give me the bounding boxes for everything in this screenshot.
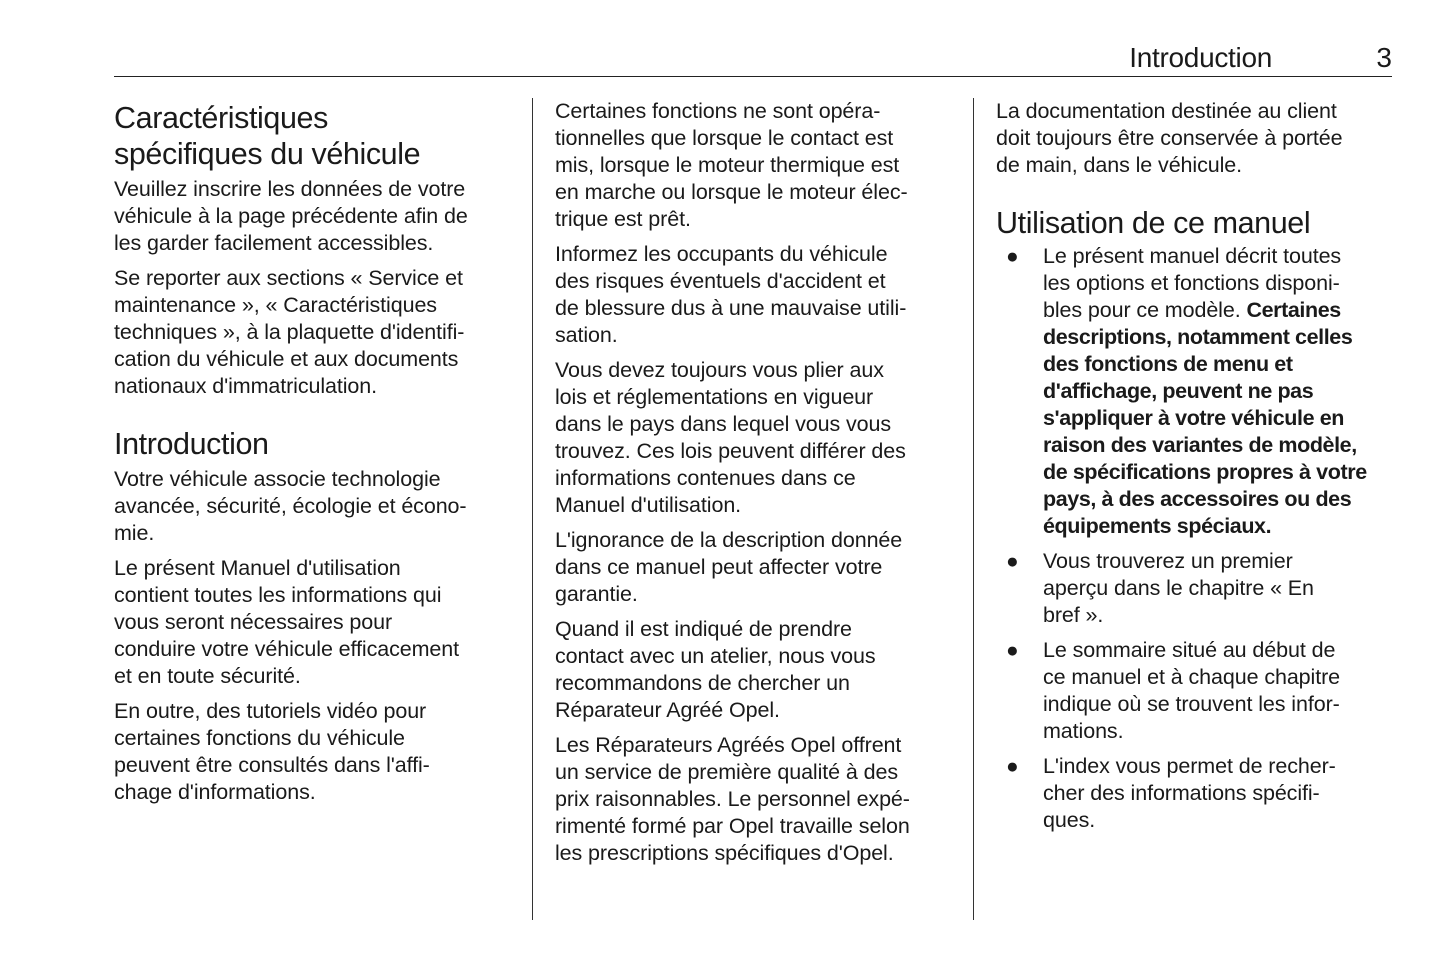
text-line: peuvent être consultés dans l'affi- (114, 753, 430, 777)
paragraph (555, 616, 957, 724)
text-line: Le sommaire situé au début de (1043, 638, 1336, 662)
paragraph (555, 527, 957, 608)
text-line: mis, lorsque le moteur thermique est (555, 153, 900, 177)
text-line: nationaux d'immatriculation. (114, 374, 378, 398)
paragraph (555, 98, 957, 233)
paragraph (996, 98, 1394, 179)
column-middle (555, 98, 957, 867)
text-line: garantie. (555, 582, 638, 606)
list-item (996, 637, 1394, 745)
column-divider (532, 98, 533, 920)
text-line: ce manuel et à chaque chapitre (1043, 665, 1341, 689)
text-line: Quand il est indiqué de prendre (555, 617, 852, 641)
text-line: véhicule à la page précédente afin de (114, 204, 468, 228)
text-line: équipements spéciaux. (1043, 514, 1272, 538)
paragraph (555, 241, 957, 349)
text-line: tionnelles que lorsque le contact est (555, 126, 894, 150)
text-line: cher des informations spécifi- (1043, 781, 1320, 805)
text-line: conduire votre véhicule efficacement (114, 637, 459, 661)
text-line: et en toute sécurité. (114, 664, 301, 688)
text-line: Vous trouverez un premier (1043, 549, 1293, 573)
text-line: bles pour ce modèle. (1043, 298, 1247, 322)
text-line: trique est prêt. (555, 207, 691, 231)
list-item (996, 753, 1394, 834)
text-line: les prescriptions spécifiques d'Opel. (555, 841, 894, 865)
text-line: avancée, sécurité, écologie et écono- (114, 494, 467, 518)
text-line: L'index vous permet de recher- (1043, 754, 1336, 778)
bullet-icon: ● (1006, 550, 1019, 573)
text-line: d'affichage, peuvent ne pas (1043, 379, 1314, 403)
paragraph (114, 555, 516, 690)
text-line: les garder facilement accessibles. (114, 231, 434, 255)
text-line: En outre, des tutoriels vidéo pour (114, 699, 427, 723)
text-line: Veuillez inscrire les données de votre (114, 177, 466, 201)
text-line: ques. (1043, 808, 1096, 832)
text-line: La documentation destinée au client (996, 99, 1337, 123)
text-line: des risques éventuels d'accident et (555, 269, 886, 293)
bullet-list (996, 243, 1394, 834)
text-line: Les Réparateurs Agréés Opel offrent (555, 733, 902, 757)
section-heading-vehicle-specifics: Caractéristiques spécifiques du véhicule (114, 101, 421, 171)
text-line: de main, dans le véhicule. (996, 153, 1242, 177)
text-line: lois et réglementations en vigueur (555, 385, 874, 409)
text-line: Manuel d'utilisation. (555, 493, 742, 517)
text-line: informations contenues dans ce (555, 466, 856, 490)
text-line: techniques », à la plaquette d'identifi- (114, 320, 465, 344)
text-line: sation. (555, 323, 618, 347)
list-item (996, 548, 1394, 629)
section-heading-introduction: Introduction (114, 427, 269, 461)
text-line: dans ce manuel peut affecter votre (555, 555, 883, 579)
text-line: des fonctions de menu et (1043, 352, 1293, 376)
text-line: bref ». (1043, 603, 1104, 627)
text-line: s'appliquer à votre véhicule en (1043, 406, 1344, 430)
column-right (996, 98, 1394, 834)
text-line: doit toujours être conservée à portée (996, 126, 1343, 150)
running-header-title: Introduction (1129, 42, 1272, 73)
text-line: L'ignorance de la description donnée (555, 528, 903, 552)
text-line: dans le pays dans lequel vous vous (555, 412, 892, 436)
text-line: rimenté formé par Opel travaille selon (555, 814, 910, 838)
text-line: Le présent Manuel d'utilisation (114, 556, 401, 580)
text-line: Certaines (1246, 298, 1341, 322)
text-line: Certaines fonctions ne sont opéra- (555, 99, 881, 123)
column-divider (973, 98, 974, 920)
text-line: un service de première qualité à des (555, 760, 898, 784)
text-line: Vous devez toujours vous plier aux (555, 358, 884, 382)
text-line: Réparateur Agréé Opel. (555, 698, 780, 722)
text-line: descriptions, notamment celles (1043, 325, 1353, 349)
paragraph (114, 466, 516, 547)
column-left (114, 98, 516, 806)
text-line: chage d'informations. (114, 780, 316, 804)
paragraph (555, 357, 957, 519)
bullet-icon: ● (1006, 755, 1019, 778)
text-line: Le présent manuel décrit toutes (1043, 244, 1342, 268)
paragraph (114, 176, 516, 257)
text-line: mie. (114, 521, 155, 545)
list-item (996, 243, 1394, 540)
text-line: contact avec un atelier, nous vous (555, 644, 876, 668)
paragraph (114, 698, 516, 806)
text-line: Votre véhicule associe technologie (114, 467, 441, 491)
text-line: mations. (1043, 719, 1124, 743)
text-line: aperçu dans le chapitre « En (1043, 576, 1314, 600)
page-number: 3 (1376, 42, 1392, 73)
text-line: cation du véhicule et aux documents (114, 347, 459, 371)
text-line: les options et fonctions disponi- (1043, 271, 1340, 295)
text-line: Se reporter aux sections « Service et (114, 266, 463, 290)
text-line: Informez les occupants du véhicule (555, 242, 888, 266)
paragraph (555, 732, 957, 867)
text-line: certaines fonctions du véhicule (114, 726, 405, 750)
paragraph (114, 265, 516, 400)
section-heading-manual-usage: Utilisation de ce manuel (996, 206, 1311, 240)
text-line: vous seront nécessaires pour (114, 610, 393, 634)
text-line: de spécifications propres à votre (1043, 460, 1367, 484)
text-line: maintenance », « Caractéristiques (114, 293, 437, 317)
text-line: prix raisonnables. Le personnel expé- (555, 787, 910, 811)
text-line: pays, à des accessoires ou des (1043, 487, 1352, 511)
text-line: indique où se trouvent les infor- (1043, 692, 1340, 716)
bullet-icon: ● (1006, 639, 1019, 662)
text-line: trouvez. Ces lois peuvent différer des (555, 439, 906, 463)
page-header (114, 40, 1392, 77)
text-line: contient toutes les informations qui (114, 583, 442, 607)
text-line: de blessure dus à une mauvaise utili- (555, 296, 907, 320)
text-line: raison des variantes de modèle, (1043, 433, 1357, 457)
text-line: en marche ou lorsque le moteur élec- (555, 180, 908, 204)
text-line: recommandons de chercher un (555, 671, 850, 695)
bullet-icon: ● (1006, 245, 1019, 268)
